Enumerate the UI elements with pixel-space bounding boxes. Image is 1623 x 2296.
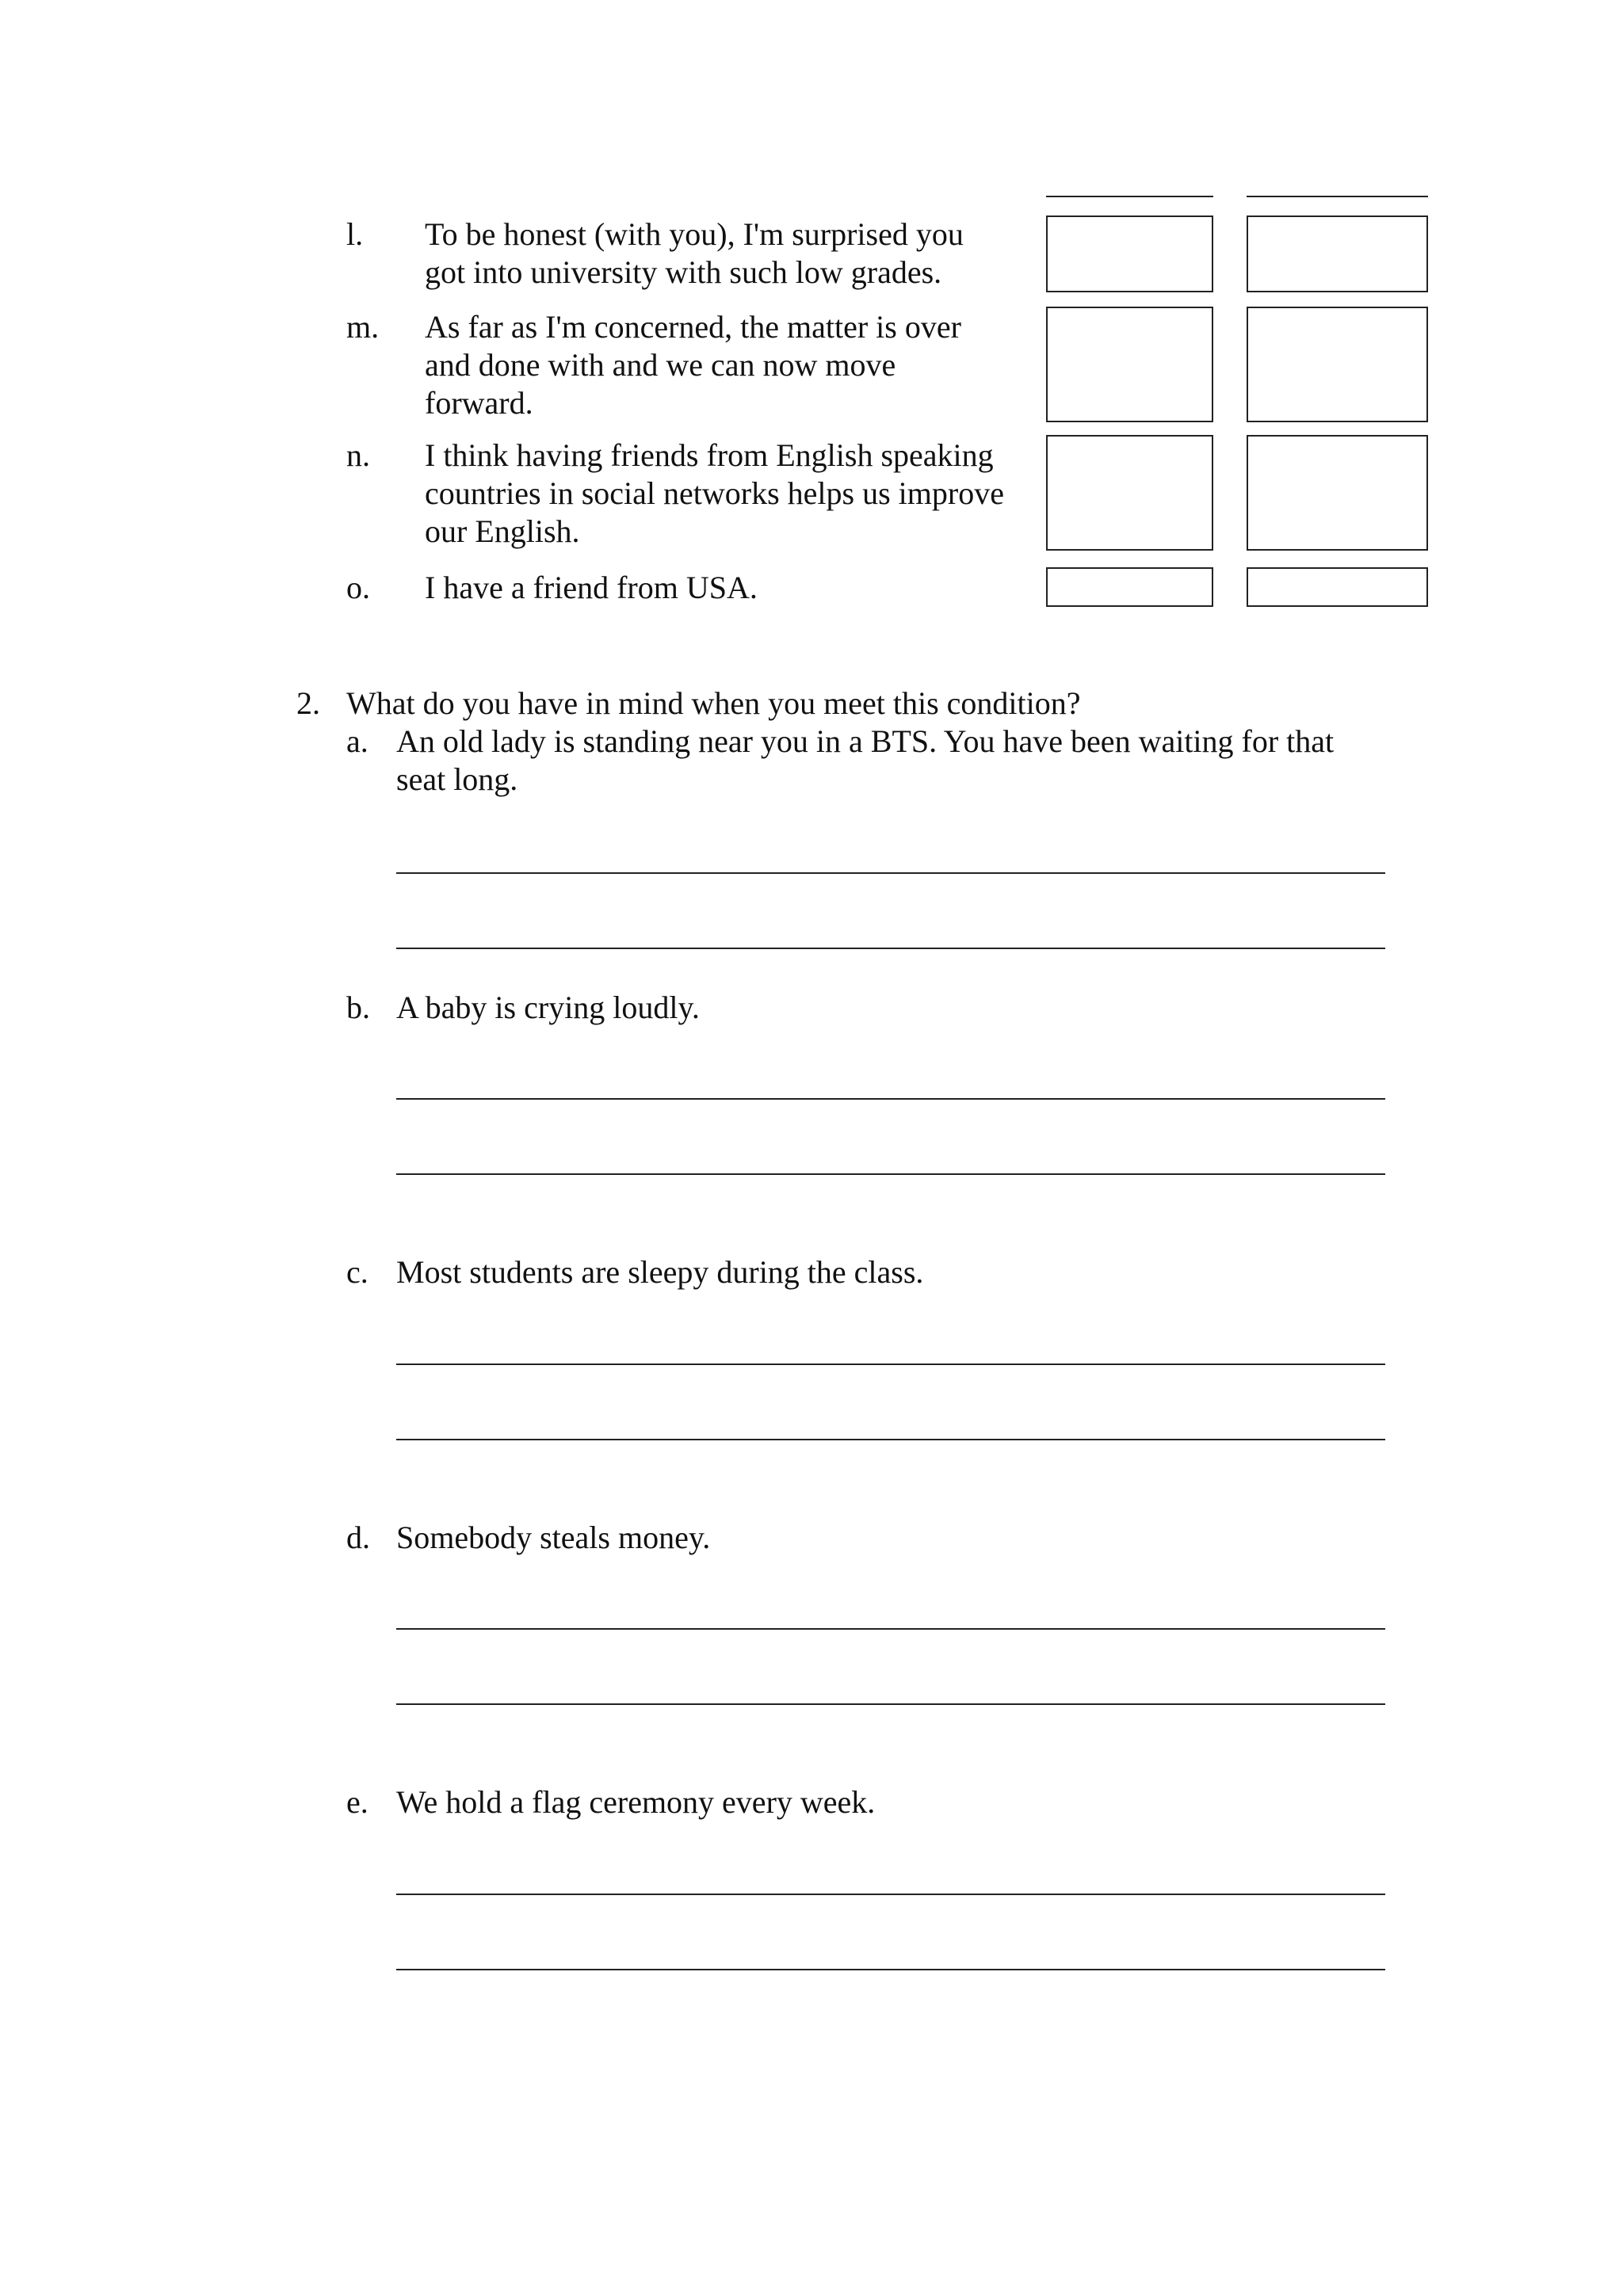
item-marker: a. (346, 723, 369, 759)
statement-line: got into university with such low grades. (425, 254, 942, 290)
statement-line: forward. (425, 385, 533, 421)
condition-text: seat long. (396, 761, 518, 797)
question-number: 2. (296, 685, 320, 721)
item-marker: o. (346, 570, 370, 605)
answer-line[interactable] (396, 1969, 1385, 1970)
answer-line[interactable] (396, 1703, 1385, 1705)
column-header-rule-2 (1247, 196, 1428, 197)
answer-box-col1[interactable] (1046, 307, 1213, 422)
statement-line: I think having friends from English speaking (425, 437, 994, 473)
statement-line: As far as I'm concerned, the matter is over (425, 309, 961, 345)
statement-line: To be honest (with you), I'm surprised you (425, 216, 964, 252)
statement-line: countries in social networks helps us improve (425, 475, 1004, 511)
item-marker: e. (346, 1784, 369, 1820)
answer-line[interactable] (396, 1173, 1385, 1175)
answer-box-col1[interactable] (1046, 215, 1213, 292)
answer-box-col2[interactable] (1247, 215, 1428, 292)
answer-line[interactable] (396, 1363, 1385, 1365)
answer-box-col2[interactable] (1247, 567, 1428, 607)
item-marker: c. (346, 1254, 369, 1290)
answer-line[interactable] (396, 1098, 1385, 1100)
item-marker: d. (346, 1520, 370, 1555)
answer-line[interactable] (396, 1894, 1385, 1895)
condition-text: Most students are sleepy during the class. (396, 1254, 924, 1290)
answer-line[interactable] (396, 948, 1385, 949)
answer-line[interactable] (396, 872, 1385, 874)
answer-line[interactable] (396, 1439, 1385, 1440)
condition-text: We hold a flag ceremony every week. (396, 1784, 876, 1820)
item-marker: b. (346, 990, 370, 1025)
column-header-rule-1 (1046, 196, 1213, 197)
item-marker: l. (346, 216, 364, 252)
condition-text: Somebody steals money. (396, 1520, 711, 1555)
answer-box-col1[interactable] (1046, 567, 1213, 607)
condition-text: A baby is crying loudly. (396, 990, 700, 1025)
statement-line: I have a friend from USA. (425, 570, 758, 605)
answer-box-col1[interactable] (1046, 435, 1213, 551)
answer-box-col2[interactable] (1247, 435, 1428, 551)
statement-line: and done with and we can now move (425, 347, 896, 383)
question-prompt: What do you have in mind when you meet this condition? (346, 685, 1081, 721)
item-marker: m. (346, 309, 380, 345)
answer-line[interactable] (396, 1628, 1385, 1630)
statement-line: our English. (425, 513, 580, 549)
answer-box-col2[interactable] (1247, 307, 1428, 422)
condition-text: An old lady is standing near you in a BTS. You have been waiting for that (396, 723, 1335, 759)
item-marker: n. (346, 437, 370, 473)
